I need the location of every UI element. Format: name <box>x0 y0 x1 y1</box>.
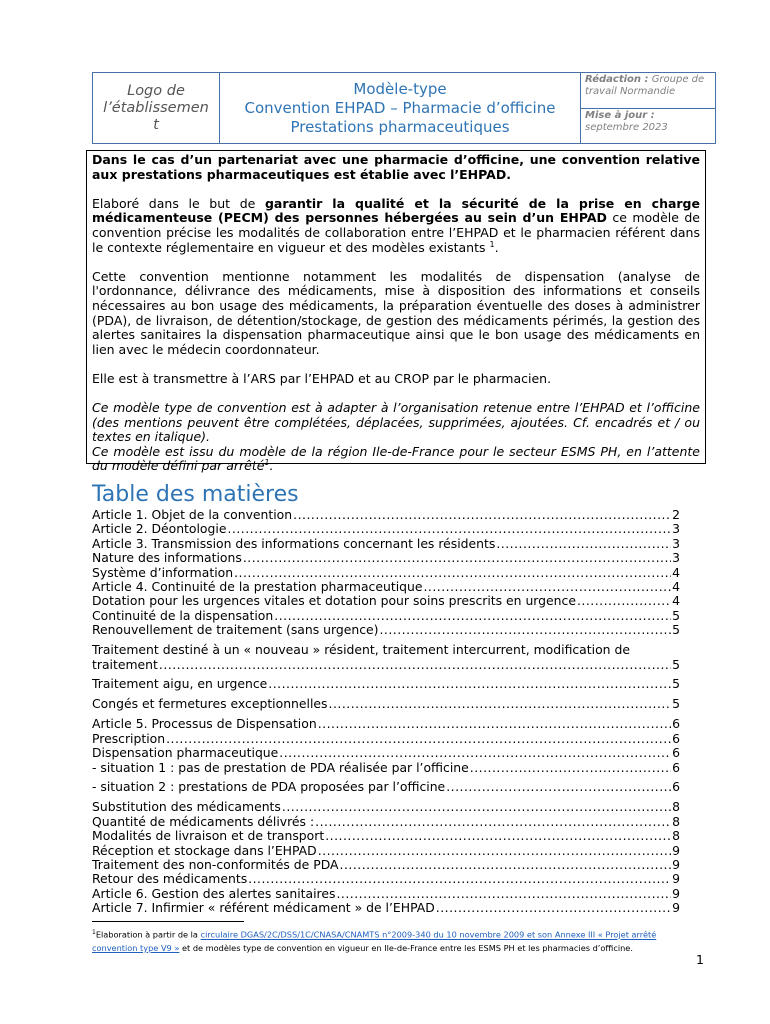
footnote-lead: Elaboration à partir de la <box>95 929 201 940</box>
logo-text-2: l’établissemen <box>103 99 209 116</box>
toc-entry-page: 6 <box>672 779 680 795</box>
update-value: septembre 2023 <box>585 121 668 133</box>
toc-leader-dots <box>329 697 672 711</box>
intro-p2-end: . <box>494 239 499 255</box>
footnote-separator <box>92 921 244 922</box>
toc-entry-text: Congés et fermetures exceptionnelles <box>92 696 328 712</box>
toc-leader-dots <box>234 566 671 580</box>
toc-leader-dots <box>325 829 671 843</box>
toc-entry-page: 9 <box>672 900 680 916</box>
toc-leader-dots <box>577 594 671 608</box>
toc-entry[interactable] <box>92 761 680 775</box>
intro-p5b: Ce modèle est issu du modèle de la région Ile-de-France pour le secteur ESMS PH, en l’attente du modèle défini par arrêté <box>92 443 700 474</box>
toc-leader-dots <box>268 677 671 691</box>
toc-entry-page: 5 <box>672 607 680 623</box>
toc-entry[interactable] <box>92 566 680 580</box>
page-number: 1 <box>696 952 704 967</box>
toc-entry-text: Article 5. Processus de Dispensation <box>92 716 317 732</box>
toc-leader-dots <box>379 623 671 637</box>
toc-entry[interactable] <box>92 623 680 637</box>
title-line-3: Prestations pharmaceutiques <box>290 117 510 136</box>
toc-leader-dots <box>248 872 671 886</box>
toc-leader-dots <box>423 580 671 594</box>
toc-leader-dots <box>318 717 671 731</box>
toc-entry-page: 3 <box>672 521 680 537</box>
redaction-cell <box>581 73 715 109</box>
toc-entry-text: Article 3. Transmission des informations concernant les résidents <box>92 535 496 551</box>
intro-p2-b: ce modèle de convention précise les modalités de collaboration entre l’EHPAD et le pharmacien référent dans le contexte réglementaire en vigueur et des modèles existants <box>92 210 700 255</box>
toc-entry[interactable] <box>92 815 680 829</box>
toc-entry-page: 6 <box>672 759 680 775</box>
toc-entry[interactable] <box>92 746 680 760</box>
toc-entry-page: 8 <box>672 828 680 844</box>
intro-p2-a: Elaboré dans le but de <box>92 195 265 211</box>
toc-entry-text: Quantité de médicaments délivrés : <box>92 813 315 829</box>
toc-entry[interactable] <box>92 594 680 608</box>
intro-paragraph-4: Elle est à transmettre à l’ARS par l’EHPAD et au CROP par le pharmacien. <box>92 370 552 386</box>
toc-entry-text: Nature des informations <box>92 550 242 566</box>
toc-leader-dots <box>470 761 671 775</box>
toc-entry-page: 9 <box>672 842 680 858</box>
toc-leader-dots <box>243 551 671 565</box>
toc-entry[interactable] <box>92 800 680 814</box>
toc-entry-page: 3 <box>672 535 680 551</box>
toc-title: Table des matières <box>92 482 299 507</box>
toc-entry-page: 9 <box>672 871 680 887</box>
toc-entry[interactable] <box>92 580 680 594</box>
toc-leader-dots <box>274 609 671 623</box>
intro-p5a: Ce modèle type de convention est à adapter à l’organisation retenue entre l’EHPAD et l’officine (des mentions peuvent être complétées, déplacées, supprimées, ajoutées. Cf. encadrés et / ou textes en italique). <box>92 400 700 445</box>
footnote-ref: 1 <box>489 239 495 249</box>
toc-entry-page: 9 <box>672 856 680 872</box>
toc-entry-text: Retour des médicaments <box>92 871 248 887</box>
toc-entry[interactable] <box>92 844 680 858</box>
toc-entry-text: Système d’information <box>92 564 234 580</box>
table-of-contents <box>92 508 680 916</box>
toc-leader-dots <box>315 815 671 829</box>
toc-entry-page: 9 <box>672 885 680 901</box>
toc-entry-text: Article 6. Gestion des alertes sanitaires <box>92 885 336 901</box>
toc-leader-dots <box>446 780 671 794</box>
toc-entry-text: Traitement des non-conformités de PDA <box>92 856 339 872</box>
toc-entry-text: Continuité de la dispensation <box>92 607 274 623</box>
toc-leader-dots <box>318 844 671 858</box>
toc-entry-text: traitement <box>92 656 158 672</box>
toc-entry[interactable] <box>92 829 680 843</box>
toc-entry-page: 5 <box>672 656 680 672</box>
update-cell <box>581 109 715 144</box>
toc-entry[interactable] <box>92 537 680 551</box>
toc-entry-text: - situation 1 : pas de prestation de PDA réalisée par l’officine <box>92 759 469 775</box>
footnote-ref-2: 1 <box>264 458 270 468</box>
toc-entry[interactable] <box>92 609 680 623</box>
update-label: Mise à jour : <box>585 109 655 121</box>
toc-leader-dots <box>279 746 671 760</box>
document-meta <box>581 73 715 143</box>
toc-leader-dots <box>336 887 671 901</box>
intro-p5b-end: . <box>269 458 274 474</box>
toc-leader-dots <box>293 508 671 522</box>
toc-entry-text: Dispensation pharmaceutique <box>92 745 279 761</box>
logo-text-3: t <box>153 116 159 133</box>
toc-entry-page: 4 <box>672 564 680 580</box>
intro-paragraph-5 <box>92 401 700 474</box>
document-title <box>220 73 581 143</box>
toc-entry[interactable] <box>92 887 680 901</box>
toc-entry[interactable] <box>92 872 680 886</box>
redaction-value: Groupe de travail Normandie <box>585 74 705 97</box>
toc-entry[interactable] <box>92 508 680 522</box>
toc-leader-dots <box>496 537 671 551</box>
logo-text-1: Logo de <box>127 82 185 99</box>
toc-entry-page: 8 <box>672 813 680 829</box>
toc-entry-text: Article 2. Déontologie <box>92 521 227 537</box>
footnote-tail: et de modèles type de convention en vigueur en Ile-de-France entre les ESMS PH et les pharmacies d’officine. <box>179 942 633 953</box>
toc-entry-page: 2 <box>672 507 680 522</box>
toc-entry[interactable] <box>92 717 680 731</box>
toc-entry-page: 6 <box>672 745 680 761</box>
footnote <box>92 926 692 955</box>
intro-lead <box>92 153 700 182</box>
toc-leader-dots <box>159 658 671 672</box>
toc-entry[interactable] <box>92 677 680 691</box>
toc-leader-dots <box>166 732 671 746</box>
toc-entry-line1[interactable] <box>92 643 680 657</box>
toc-leader-dots <box>282 800 671 814</box>
toc-entry-page: 5 <box>672 676 680 692</box>
toc-entry-text: Article 7. Infirmier « référent médicament » de l’EHPAD <box>92 900 435 916</box>
toc-entry-page: 5 <box>672 696 680 712</box>
toc-entry[interactable] <box>92 732 680 746</box>
toc-entry-text: Modalités de livraison et de transport <box>92 828 325 844</box>
toc-entry-text: Réception et stockage dans l’EHPAD <box>92 842 317 858</box>
toc-entry-text: Substitution des médicaments <box>92 799 281 815</box>
intro-bold-lead: Dans le cas d’un partenariat avec une pharmacie d’officine, une convention relative aux prestations pharmaceutiques est établie avec l’EHPAD. <box>92 152 700 182</box>
toc-entry-text: Traitement destiné à un « nouveau » résident, traitement intercurrent, modification de <box>92 642 630 658</box>
intro-paragraph-3: Cette convention mentionne notamment les modalités de dispensation (analyse de l'ordonnance, délivrance des médicaments, mise à disposition des informations et conseils nécessaires au bon usage des médicaments, la préparation éventuelle des doses à administrer (PDA), de livraison, de détention/stockage, de gestion des médicaments périmés, la gestion des alertes sanitaires la dispensation pharmaceutique ainsi que le bon usage des médicaments en lien avec le médecin coordonnateur. <box>92 268 700 357</box>
toc-entry-page: 6 <box>672 716 680 732</box>
toc-leader-dots <box>436 901 671 915</box>
toc-entry[interactable] <box>92 522 680 536</box>
title-line-1: Modèle-type <box>353 79 447 98</box>
toc-leader-dots <box>227 522 671 536</box>
intro-p5b-wrap <box>92 444 700 474</box>
intro-p2-bold: garantir la qualité et la sécurité de la prise en charge médicamenteuse (PECM) des personnes hébergées au sein d’un EHPAD <box>92 195 700 226</box>
toc-entry[interactable] <box>92 858 680 872</box>
redaction-label: Rédaction : <box>585 74 649 85</box>
toc-leader-dots <box>340 858 672 872</box>
intro-paragraph-2 <box>92 197 700 255</box>
toc-entry-text: Traitement aigu, en urgence <box>92 676 268 692</box>
toc-entry[interactable] <box>92 697 680 711</box>
toc-entry[interactable] <box>92 901 680 915</box>
toc-entry-page: 8 <box>672 799 680 815</box>
toc-entry-page: 5 <box>672 622 680 638</box>
logo-placeholder <box>93 73 220 143</box>
toc-entry-text: - situation 2 : prestations de PDA proposées par l’officine <box>92 779 446 795</box>
toc-entry-page: 6 <box>672 730 680 746</box>
toc-entry-text: Article 1. Objet de la convention <box>92 507 293 522</box>
toc-entry[interactable] <box>92 658 680 672</box>
footnote-number: 1 <box>92 929 96 936</box>
toc-entry-text: Renouvellement de traitement (sans urgence) <box>92 622 379 638</box>
document-header <box>92 72 716 144</box>
title-line-2: Convention EHPAD – Pharmacie d’officine <box>244 98 556 117</box>
toc-entry-text: Dotation pour les urgences vitales et dotation pour soins prescrits en urgence <box>92 593 576 609</box>
toc-entry-page: 4 <box>672 579 680 595</box>
toc-entry-text: Prescription <box>92 730 166 746</box>
toc-entry-page: 3 <box>672 550 680 566</box>
intro-box <box>86 150 706 474</box>
toc-entry[interactable] <box>92 551 680 565</box>
footnote-link[interactable]: circulaire DGAS/2C/DSS/1C/CNASA/CNAMTS n°2009-340 du 10 novembre 2009 et son Annexe III « Projet arrêté convention type V9 » <box>92 929 657 953</box>
toc-entry[interactable] <box>92 780 680 794</box>
toc-entry-text: Article 4. Continuité de la prestation pharmaceutique <box>92 579 423 595</box>
toc-entry-page: 4 <box>672 593 680 609</box>
